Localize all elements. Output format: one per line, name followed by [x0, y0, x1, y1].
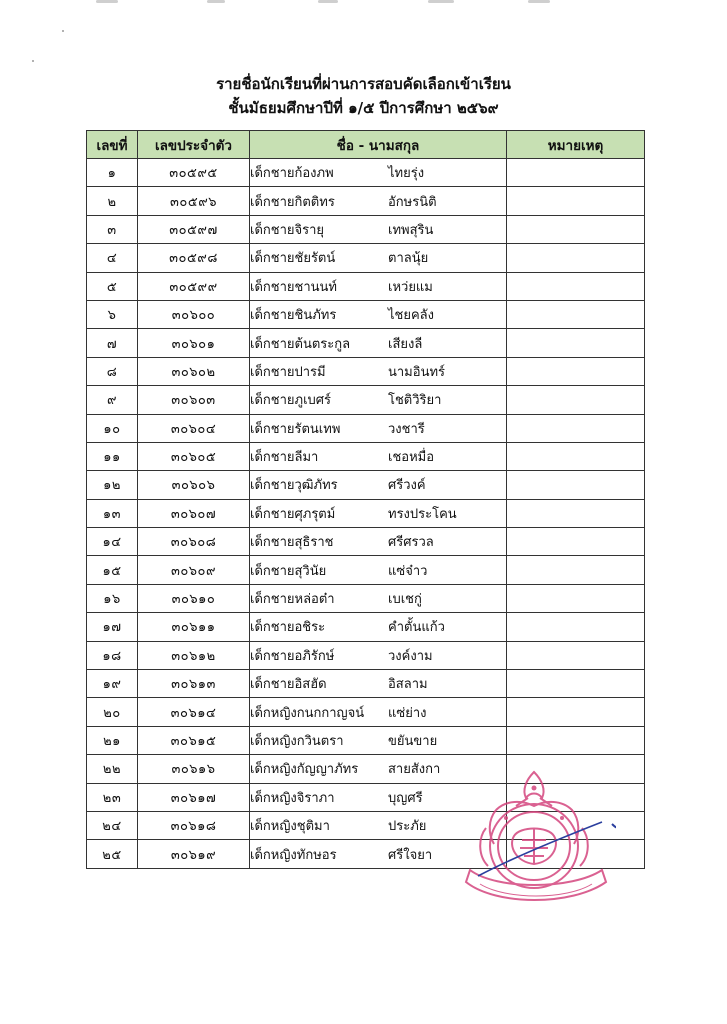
student-id: ๓๐๖๐๐ — [138, 300, 250, 328]
student-first-name: เด็กชายสุธิราช — [250, 535, 334, 551]
student-last-name: ศรีใจยา — [388, 847, 433, 863]
student-id: ๓๐๖๐๙ — [138, 556, 250, 584]
student-name-cell — [250, 641, 507, 669]
remark-cell — [507, 471, 645, 499]
student-last-name: ศรีศรวล — [388, 535, 434, 551]
student-first-name: เด็กหญิงกัญญาภัทร — [250, 762, 359, 778]
student-id: ๓๐๖๐๗ — [138, 499, 250, 527]
row-number: ๕ — [87, 272, 138, 300]
row-number: ๒๔ — [87, 811, 138, 839]
student-id: ๓๐๖๑๓ — [138, 670, 250, 698]
student-last-name: ไทยรุ่ง — [388, 166, 425, 182]
student-first-name: เด็กชายภูเบศร์ — [250, 393, 331, 409]
remark-cell — [507, 159, 645, 187]
table-header-row — [87, 131, 645, 159]
student-name-cell — [250, 698, 507, 726]
student-first-name: เด็กชายจิรายุ — [250, 222, 325, 238]
student-last-name: ศรีวงค์ — [388, 478, 426, 494]
student-first-name: เด็กชายวุฒิภัทร — [250, 478, 338, 494]
student-id: ๓๐๖๐๖ — [138, 471, 250, 499]
remark-cell — [507, 386, 645, 414]
student-last-name: อักษรนิติ — [388, 194, 437, 210]
table-row — [87, 613, 645, 641]
student-id: ๓๐๕๙๗ — [138, 215, 250, 243]
student-first-name: เด็กชายสุวินัย — [250, 563, 327, 579]
student-name-cell — [250, 386, 507, 414]
student-last-name: คำตั้นแก้ว — [388, 620, 445, 636]
student-id: ๓๐๖๐๓ — [138, 386, 250, 414]
student-name-cell — [250, 187, 507, 215]
student-first-name: เด็กชายชัยรัตน์ — [250, 251, 336, 267]
student-id: ๓๐๕๙๘ — [138, 244, 250, 272]
student-last-name: วงชารี — [388, 421, 425, 437]
table-row — [87, 698, 645, 726]
student-id: ๓๐๕๙๖ — [138, 187, 250, 215]
student-name-cell — [250, 159, 507, 187]
student-last-name: โชติวิริยา — [388, 393, 442, 409]
student-last-name: เชอหมื่อ — [388, 450, 435, 466]
remark-cell — [507, 215, 645, 243]
student-first-name: เด็กชายอิสฮัด — [250, 677, 327, 693]
student-last-name: ประภัย — [388, 819, 427, 835]
table-row — [87, 187, 645, 215]
student-last-name: นามอินทร์ — [388, 364, 446, 380]
scan-speck — [32, 60, 34, 62]
student-id: ๓๐๕๙๙ — [138, 272, 250, 300]
row-number: ๑๖ — [87, 584, 138, 612]
student-name-cell — [250, 584, 507, 612]
student-last-name: วงค์งาม — [388, 648, 433, 664]
table-row — [87, 414, 645, 442]
student-name-cell — [250, 726, 507, 754]
table-row — [87, 272, 645, 300]
student-id: ๓๐๖๑๔ — [138, 698, 250, 726]
student-first-name: เด็กชายกิตติทร — [250, 194, 335, 210]
remark-cell — [507, 244, 645, 272]
student-name-cell — [250, 300, 507, 328]
student-first-name: เด็กชายลีมา — [250, 450, 319, 466]
table-row — [87, 357, 645, 385]
student-id: ๓๐๖๑๘ — [138, 811, 250, 839]
student-id: ๓๐๖๑๑ — [138, 613, 250, 641]
column-header-number: เลขที่ — [87, 131, 138, 159]
student-first-name: เด็กชายศุภรุตม์ — [250, 506, 336, 522]
student-name-cell — [250, 244, 507, 272]
student-name-cell — [250, 670, 507, 698]
student-first-name: เด็กชายหล่อต๋า — [250, 592, 335, 608]
remark-cell — [507, 528, 645, 556]
row-number: ๒๒ — [87, 755, 138, 783]
student-name-cell — [250, 329, 507, 357]
student-last-name: เบเชกู่ — [388, 592, 422, 608]
student-name-cell — [250, 471, 507, 499]
remark-cell — [507, 499, 645, 527]
student-id: ๓๐๖๐๒ — [138, 357, 250, 385]
column-header-remarks: หมายเหตุ — [507, 131, 645, 159]
column-header-full-name: ชื่อ - นามสกุล — [250, 131, 507, 159]
remark-cell — [507, 584, 645, 612]
student-id: ๓๐๖๑๕ — [138, 726, 250, 754]
student-id: ๓๐๖๐๕ — [138, 442, 250, 470]
row-number: ๑๔ — [87, 528, 138, 556]
school-seal-stamp — [456, 766, 616, 926]
table-row — [87, 584, 645, 612]
row-number: ๒๓ — [87, 783, 138, 811]
student-id: ๓๐๖๑๖ — [138, 755, 250, 783]
student-id: ๓๐๕๙๕ — [138, 159, 250, 187]
student-first-name: เด็กชายรัตนเทพ — [250, 421, 341, 437]
student-roster-table — [86, 130, 645, 869]
row-number: ๑๓ — [87, 499, 138, 527]
student-id: ๓๐๖๑๗ — [138, 783, 250, 811]
table-row — [87, 244, 645, 272]
student-last-name: ขยันขาย — [388, 734, 438, 749]
student-name-cell — [250, 613, 507, 641]
row-number: ๑๗ — [87, 613, 138, 641]
scan-speck — [62, 30, 64, 32]
row-number: ๑๙ — [87, 670, 138, 698]
student-first-name: เด็กชายก้องภพ — [250, 166, 334, 182]
student-first-name: เด็กชายอชิระ — [250, 620, 326, 636]
table-row — [87, 670, 645, 698]
remark-cell — [507, 641, 645, 669]
remark-cell — [507, 300, 645, 328]
remark-cell — [507, 329, 645, 357]
table-row — [87, 528, 645, 556]
document-subtitle: ชั้นมัธยมศึกษาปีที่ ๑/๕ ปีการศึกษา ๒๕๖๙ — [228, 99, 499, 117]
row-number: ๑๑ — [87, 442, 138, 470]
row-number: ๖ — [87, 300, 138, 328]
student-first-name: เด็กหญิงจิราภา — [250, 790, 335, 806]
row-number: ๑๐ — [87, 414, 138, 442]
student-last-name: แซ่ย่าง — [388, 705, 427, 721]
row-number: ๒ — [87, 187, 138, 215]
student-first-name: เด็กชายปารมี — [250, 364, 326, 380]
student-last-name: บุญศรี — [388, 790, 423, 806]
student-first-name: เด็กชายชินภัทร — [250, 308, 337, 324]
row-number: ๑๕ — [87, 556, 138, 584]
student-last-name: เทพสุริน — [388, 222, 434, 238]
student-last-name: เสียงลี — [388, 336, 423, 352]
student-name-cell — [250, 414, 507, 442]
student-last-name: ตาลนุ้ย — [388, 251, 429, 267]
remark-cell — [507, 556, 645, 584]
student-name-cell — [250, 528, 507, 556]
table-row — [87, 159, 645, 187]
student-last-name: แซ่จ๋าว — [388, 563, 428, 579]
row-number: ๔ — [87, 244, 138, 272]
remark-cell — [507, 357, 645, 385]
row-number: ๑๒ — [87, 471, 138, 499]
document-title: รายชื่อนักเรียนที่ผ่านการสอบคัดเลือกเข้าเรียน — [216, 75, 511, 93]
remark-cell — [507, 613, 645, 641]
row-number: ๗ — [87, 329, 138, 357]
remark-cell — [507, 670, 645, 698]
remark-cell — [507, 442, 645, 470]
remark-cell — [507, 414, 645, 442]
table-row — [87, 442, 645, 470]
student-first-name: เด็กหญิงกวินตรา — [250, 734, 344, 749]
student-name-cell — [250, 272, 507, 300]
student-id: ๓๐๖๑๙ — [138, 840, 250, 868]
student-first-name: เด็กหญิงทักษอร — [250, 847, 337, 863]
row-number: ๑ — [87, 159, 138, 187]
table-row — [87, 300, 645, 328]
student-last-name: สายสังกา — [388, 762, 441, 778]
row-number: ๙ — [87, 386, 138, 414]
student-name-cell — [250, 215, 507, 243]
student-last-name: อิสลาม — [388, 677, 428, 693]
student-id: ๓๐๖๐๔ — [138, 414, 250, 442]
remark-cell — [507, 726, 645, 754]
row-number: ๓ — [87, 215, 138, 243]
table-row — [87, 329, 645, 357]
table-row — [87, 386, 645, 414]
student-id: ๓๐๖๐๘ — [138, 528, 250, 556]
student-id: ๓๐๖๑๒ — [138, 641, 250, 669]
student-first-name: เด็กชายชานนท์ — [250, 279, 337, 295]
row-number: ๘ — [87, 357, 138, 385]
column-header-student-id: เลขประจำตัว — [138, 131, 250, 159]
student-last-name: ไชยคลัง — [388, 308, 434, 324]
row-number: ๑๘ — [87, 641, 138, 669]
student-last-name: ทรงประโคน — [388, 506, 457, 522]
student-name-cell — [250, 442, 507, 470]
signature-icon — [456, 766, 616, 926]
scan-edge-marks — [0, 0, 727, 10]
row-number: ๒๐ — [87, 698, 138, 726]
student-name-cell — [250, 357, 507, 385]
student-first-name: เด็กชายอภิรักษ์ — [250, 648, 335, 664]
student-first-name: เด็กหญิงกนกกาญจน์ — [250, 705, 365, 721]
student-name-cell — [250, 556, 507, 584]
remark-cell — [507, 187, 645, 215]
student-id: ๓๐๖๐๑ — [138, 329, 250, 357]
remark-cell — [507, 698, 645, 726]
table-row — [87, 471, 645, 499]
table-row — [87, 641, 645, 669]
table-row — [87, 556, 645, 584]
student-name-cell — [250, 499, 507, 527]
student-last-name: เหว่ยแม — [388, 279, 433, 295]
row-number: ๒๑ — [87, 726, 138, 754]
student-id: ๓๐๖๑๐ — [138, 584, 250, 612]
table-row — [87, 726, 645, 754]
remark-cell — [507, 272, 645, 300]
row-number: ๒๕ — [87, 840, 138, 868]
student-first-name: เด็กชายต้นตระกูล — [250, 336, 351, 352]
table-row — [87, 499, 645, 527]
table-body — [87, 159, 645, 869]
table-row — [87, 215, 645, 243]
student-first-name: เด็กหญิงชุติมา — [250, 819, 330, 835]
